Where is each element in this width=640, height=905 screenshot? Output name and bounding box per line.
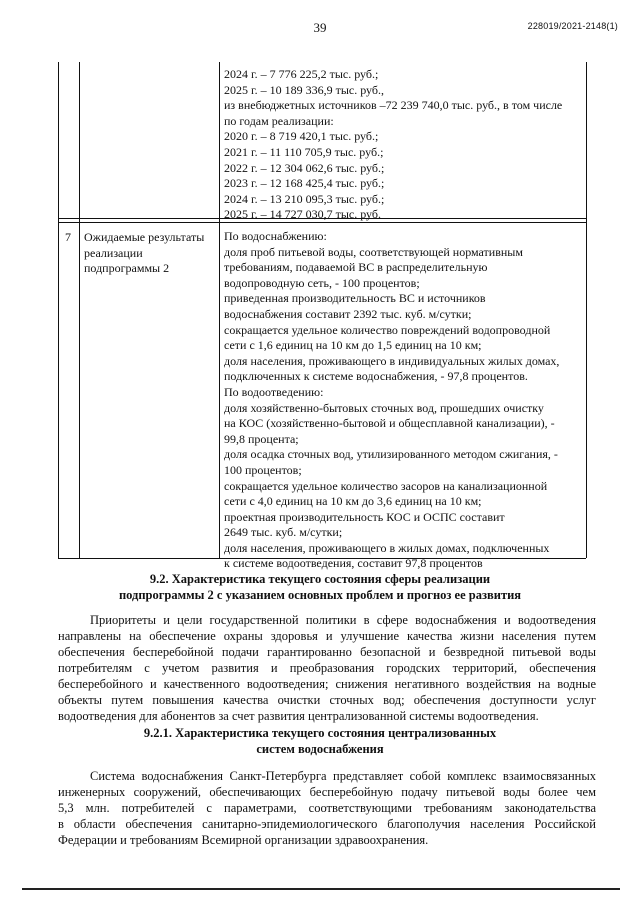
paragraph-line: в области обеспечения санитарно-эпидемиологического благополучия населения Российской: [58, 817, 596, 831]
paragraph-line: Федерации и требованиям Всемирной организации здравоохранения.: [58, 833, 429, 847]
paragraph-water-supply-system: [58, 768, 596, 848]
result-line: требованиям, подаваемой ВС в распределительную: [224, 260, 488, 275]
result-line: водопроводную сеть, - 100 процентов;: [224, 275, 420, 290]
financing-line: 2025 г. – 14 727 030,7 тыс. руб.: [224, 207, 381, 222]
result-line: на КОС (хозяйственно-бытовой и общесплавной канализации), -: [224, 416, 555, 431]
result-line: сокращается удельное количество повреждений водопроводной: [224, 322, 551, 337]
paragraph-line: водоотведения для абонентов за счет развития централизованной системы водоотведения.: [58, 709, 539, 723]
table-border-right: [586, 62, 587, 558]
paragraph-line: инженерных сооружений, обеспечивающих бесперебойную подачу питьевой воды более чем: [58, 785, 596, 799]
financing-line: 2021 г. – 11 110 705,9 тыс. руб.;: [224, 144, 384, 159]
paragraph-policy-priorities: [58, 612, 596, 724]
row-label-line: реализации: [84, 245, 143, 260]
result-line: 2649 тыс. куб. м/сутки;: [224, 525, 343, 540]
table-border-label-col: [219, 62, 220, 558]
bottom-scan-rule: [22, 888, 620, 890]
table-border-number-col: [79, 62, 80, 558]
result-line: доля проб питьевой воды, соответствующей нормативным: [224, 244, 523, 259]
result-line: подключенных к системе водоснабжения, - 97,8 процентов.: [224, 369, 528, 384]
heading-line: 9.2. Характеристика текущего состояния сферы реализации: [149, 572, 491, 586]
results-cell: [224, 229, 584, 572]
financing-line: 2022 г. – 12 304 062,6 тыс. руб.;: [224, 160, 385, 175]
result-line: По водоотведению:: [224, 384, 324, 399]
paragraph-line: Приоритеты и цели государственной политики в сфере водоснабжения и водоотведения: [90, 613, 596, 627]
paragraph-line: 5,3 млн. потребителей с параметрами, соответствующими требованиям законодательства: [58, 801, 596, 815]
result-line: приведенная производительность ВС и источников: [224, 291, 486, 306]
result-line: проектная производительность КОС и ОСПС составит: [224, 509, 505, 524]
document-code: 228019/2021-2148(1): [527, 21, 618, 31]
row-label-line: подпрограммы 2: [84, 261, 170, 276]
row-number: 7: [65, 230, 71, 244]
financing-line: по годам реализации:: [224, 113, 334, 128]
result-line: доля осадка сточных вод, утилизированного методом сжигания, -: [224, 447, 558, 462]
section-heading-9-2: [0, 572, 640, 603]
row-label-line: Ожидаемые результаты: [84, 230, 205, 244]
result-line: водоснабжения составит 2392 тыс. куб. м/сутки;: [224, 306, 472, 321]
financing-cell: [224, 67, 584, 223]
paragraph-line: объекты путем повышения качества очистки сточных вод; обеспечения доступности услуг: [58, 693, 596, 707]
paragraph-line: обеспечения бесперебойной подачи гарантированно безопасной и безвредной питьевой воды: [58, 645, 596, 659]
financing-line: 2025 г. – 10 189 336,9 тыс. руб.,: [224, 82, 384, 97]
result-line: к системе водоотведения, составит 97,8 процентов: [224, 556, 483, 571]
heading-line: 9.2.1. Характеристика текущего состояния централизованных: [143, 726, 497, 740]
result-line: доля населения, проживающего в жилых домах, подключенных: [224, 540, 550, 555]
result-line: сокращается удельное количество засоров на канализационной: [224, 478, 548, 493]
result-line: доля хозяйственно-бытовых сточных вод, прошедших очистку: [224, 400, 544, 415]
result-line: 99,8 процента;: [224, 431, 299, 446]
paragraph-line: направлены на обеспечение охраны здоровья и улучшение качества жизни населения путем: [58, 629, 596, 643]
table-border-left: [58, 62, 59, 558]
financing-line: 2020 г. – 8 719 420,1 тыс. руб.;: [224, 129, 379, 144]
result-line: сети с 1,6 единиц на 10 км до 1,5 единиц на 10 км;: [224, 338, 482, 353]
program-table: [58, 62, 586, 571]
page-number: 39: [313, 20, 327, 35]
financing-line: 2023 г. – 12 168 425,4 тыс. руб.;: [224, 176, 385, 191]
row-label: [84, 230, 218, 277]
paragraph-line: потребителям с учетом развития и преобразования городских территорий, обеспечения: [58, 661, 596, 675]
financing-line: 2024 г. – 7 776 225,2 тыс. руб.;: [224, 67, 379, 81]
section-heading-9-2-1: [0, 726, 640, 757]
paragraph-line: бесперебойного и качественного водоотведения; снижения негативного воздействия на водные: [58, 677, 596, 691]
financing-line: 2024 г. – 13 210 095,3 тыс. руб.;: [224, 191, 385, 206]
result-line: доля населения, проживающего в индивидуальных жилых домах,: [224, 353, 560, 368]
result-line: сети с 4,0 единиц на 10 км до 3,6 единиц на 10 км;: [224, 494, 482, 509]
heading-line: систем водоснабжения: [256, 741, 384, 756]
paragraph-line: Система водоснабжения Санкт-Петербурга представляет собой комплекс взаимосвязанных: [90, 769, 596, 783]
financing-line: из внебюджетных источников –72 239 740,0 тыс. руб., в том числе: [224, 98, 563, 113]
result-line: По водоснабжению:: [224, 229, 327, 243]
result-line: 100 процентов;: [224, 462, 302, 477]
heading-line: подпрограммы 2 с указанием основных проблем и прогноз ее развития: [118, 587, 522, 602]
